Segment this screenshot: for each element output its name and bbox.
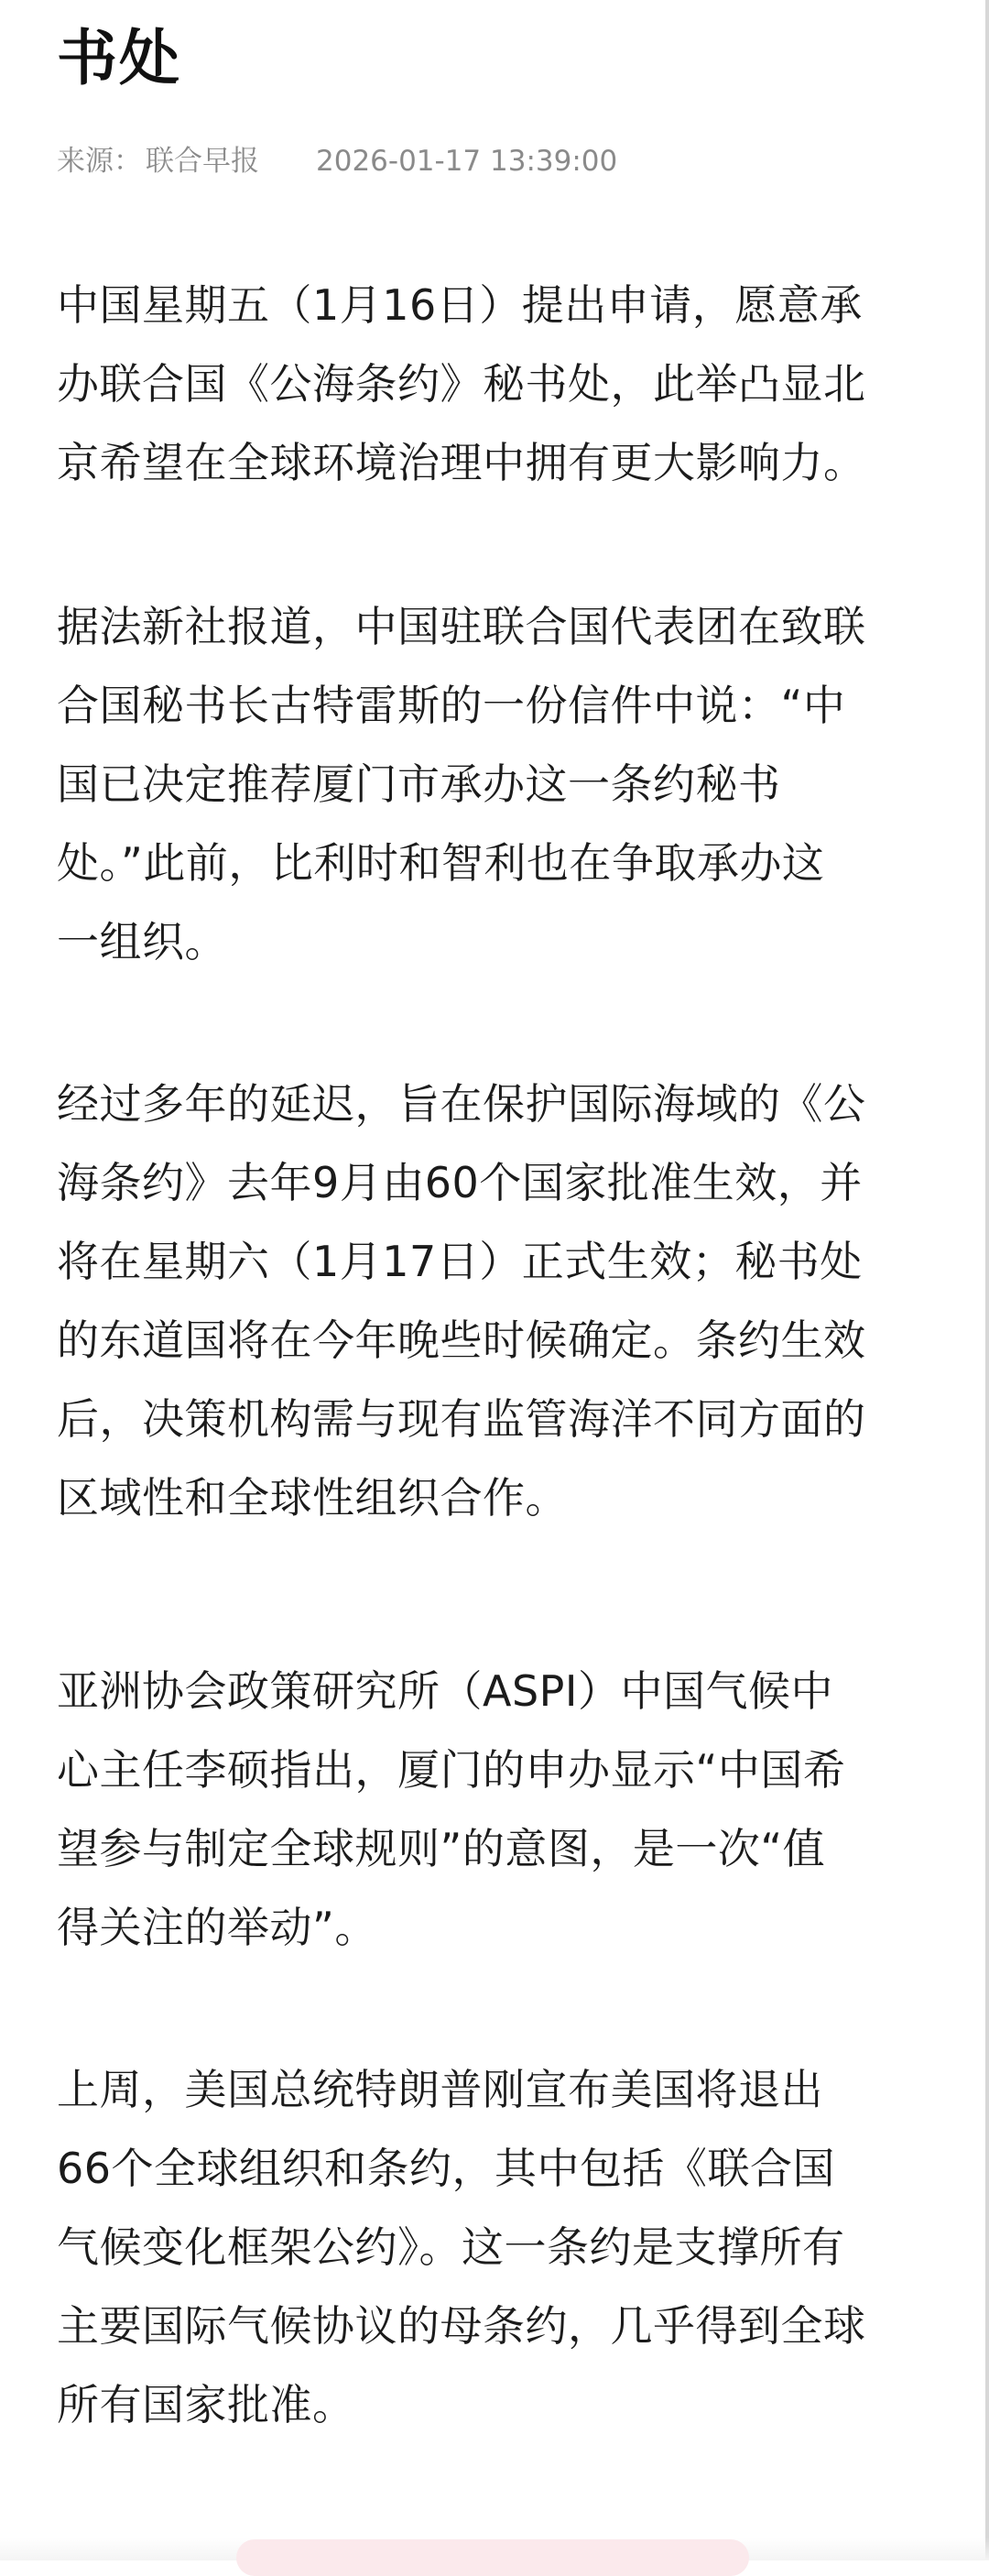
publish-date: 2026-01-17 13:39:00 [316, 145, 618, 178]
paragraph-1: 中国星期五（1月16日）提出申请，愿意承 办联合国《公海条约》秘书处，此举凸显北 京希望在全球环境治理中拥有更大影响力。 [57, 280, 866, 487]
paragraph-3: 经过多年的延迟，旨在保护国际海域的《公 海条约》去年9月由60个国家批准生效，并 将在星期六（1月17日）正式生效；秘书处 的东道国将在今年晚些时候确定。条约生效 后，决策机构需与现有监管海洋不同方面的 区域性和全球性组织合作。 [57, 1079, 866, 1523]
paragraph-5: 上周，美国总统特朗普刚宣布美国将退出 66个全球组织和条约，其中包括《联合国 气候变化框架公约》。这一条约是支撑所有 主要国际气候协议的母条约，几乎得到全球 所有国家批准。 [57, 2065, 866, 2429]
paragraph-4: 亚洲协会政策研究所（ASPI）中国气候中 心主任李硕指出，厦门的申办显示“中国希 望参与制定全球规则”的意图，是一次“值 得关注的举动”。 [57, 1666, 846, 1952]
article-meta [57, 139, 617, 183]
source-name: 联合早报 [146, 145, 259, 178]
bottom-action-pill[interactable] [236, 2539, 749, 2576]
right-border [985, 0, 989, 2560]
paragraph-2: 据法新社报道，中国驻联合国代表团在致联 合国秘书长古特雷斯的一份信件中说：“中 国已决定推荐厦门市承办这一条约秘书 处。”此前，比利时和智利也在争取承办这 一组织。 [57, 602, 866, 966]
article-title: 书处 [57, 23, 181, 93]
source-label: 来源： [57, 145, 142, 178]
